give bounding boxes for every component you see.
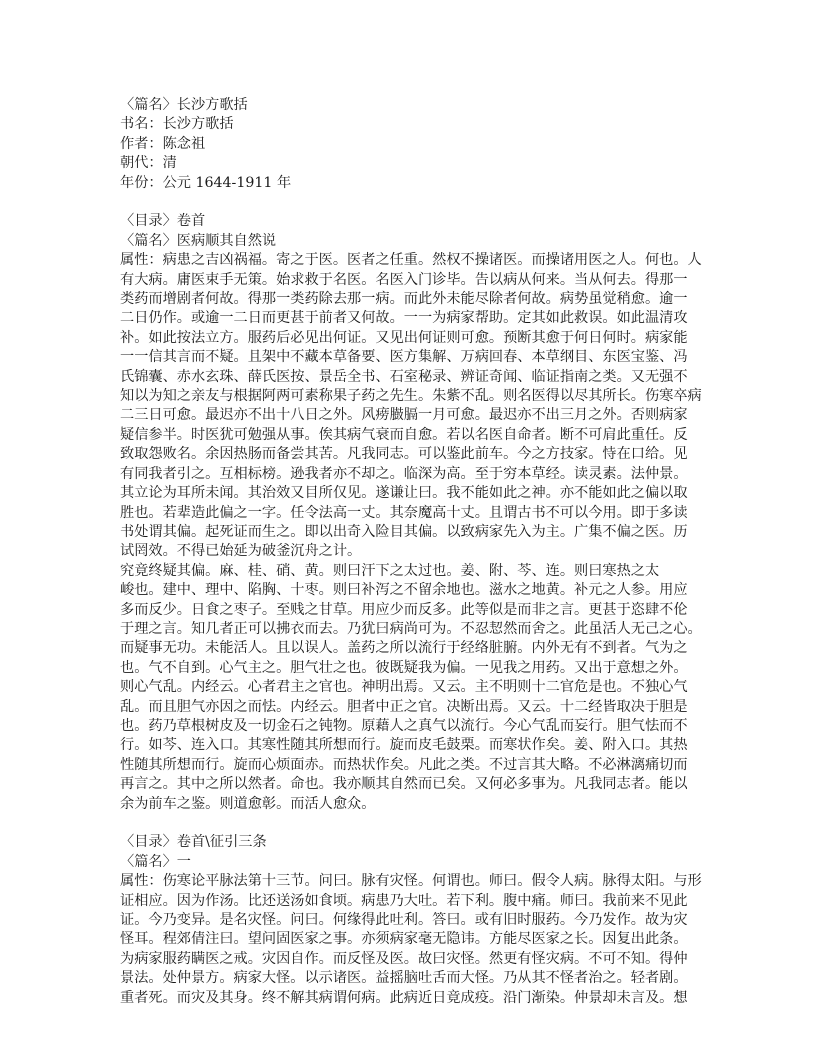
text-line: 证相应。因为作汤。比还送汤如食顷。病患乃大吐。若下利。腹中痛。师曰。我前来不见此 bbox=[120, 892, 688, 909]
section-title: 〈篇名〉医病顺其自然说 bbox=[120, 232, 277, 249]
text-line: 则心气乱。内经云。心者君主之官也。神明出焉。又云。主不明则十二官危是也。不独心气 bbox=[120, 679, 688, 696]
section-body bbox=[120, 251, 702, 814]
section-body bbox=[120, 872, 702, 1008]
text-line: 补。如此按法立方。服药后必见出何证。又见出何证则可愈。预断其愈于何日何时。病家能 bbox=[120, 329, 688, 346]
text-line: 余为前车之鉴。则道愈彰。而活人愈众。 bbox=[120, 795, 376, 812]
text-line: 怪耳。程郊倩注曰。望问固医家之事。亦须病家毫无隐讳。方能尽医家之长。因复出此条。 bbox=[120, 931, 688, 948]
text-line: 属性：伤寒论平脉法第十三节。问曰。脉有灾怪。何谓也。师曰。假令人病。脉得太阳。与形 bbox=[120, 873, 702, 890]
author: 作者：陈念祖 bbox=[120, 135, 206, 152]
header-tag: 〈篇名〉长沙方歌括 bbox=[120, 97, 248, 113]
text-line: 一一信其言而不疑。且架中不藏本草备要、医方集解、万病回春、本草纲目、东医宝鉴、冯 bbox=[120, 349, 688, 366]
section-title: 〈篇名〉一 bbox=[120, 853, 191, 870]
text-line: 二日仍作。或逾一二日而更甚于前者又何故。一一为病家帮助。定其如此救误。如此温清攻 bbox=[120, 310, 688, 327]
text-line: 知以为知之亲友与根据阿两可素称果子药之先生。朱紫不乱。则名医得以尽其所长。伤寒卒病 bbox=[120, 388, 702, 405]
text-line: 胜也。若辈造此偏之一字。任令法高一丈。其奈魔高十丈。且谓古书不可以今用。即于多读 bbox=[120, 504, 688, 521]
text-line: 疑信参半。时医犹可勉强从事。俟其病气衰而自愈。若以名医自命者。断不可肩此重任。反 bbox=[120, 426, 688, 443]
text-line: 性随其所想而行。旋而心烦面赤。而热状作矣。凡此之类。不过言其大略。不必淋漓痛切而 bbox=[120, 756, 688, 773]
spacer bbox=[120, 814, 696, 833]
text-line: 也。气不自到。心气主之。胆气壮之也。彼既疑我为偏。一见我之用药。又出于意想之外。 bbox=[120, 659, 688, 676]
toc-line: 〈目录〉卷首\征引三条 bbox=[120, 834, 267, 851]
text-line: 氏锦囊、赤水玄珠、薛氏医按、景岳全书、石室秘录、辨证奇闻、临证指南之类。又无强不 bbox=[120, 368, 688, 385]
book-title: 书名：长沙方歌括 bbox=[120, 116, 234, 133]
text-line: 景法。处仲景方。病家大怪。以示诸医。益摇脑吐舌而大怪。乃从其不怪者治之。轻者剧。 bbox=[120, 970, 688, 987]
text-line: 而疑事无功。未能活人。且以误人。盖药之所以流行于经络脏腑。内外无有不到者。气为之 bbox=[120, 640, 688, 657]
document-page bbox=[120, 96, 702, 1008]
text-line: 证。今乃变异。是名灾怪。问曰。何缘得此吐利。答曰。或有旧时服药。今乃发作。故为灾 bbox=[120, 912, 688, 929]
text-line: 行。如芩、连入口。其寒性随其所想而行。旋而皮毛鼓栗。而寒状作矣。姜、附入口。其热 bbox=[120, 737, 688, 754]
text-line: 试罔效。不得已始延为破釜沉舟之计。 bbox=[120, 543, 362, 560]
text-line: 二三日可愈。最迟亦不出十八日之外。风痨臌膈一月可愈。最迟亦不出三月之外。否则病家 bbox=[120, 407, 688, 424]
text-line: 也。药乃草根树皮及一切金石之钝物。原藉人之真气以流行。今心气乱而妄行。胆气怯而不 bbox=[120, 717, 688, 734]
text-line: 书处谓其偏。起死证而生之。即以出奇入险目其偏。以致病家先入为主。广集不偏之医。历 bbox=[120, 523, 688, 540]
toc-line: 〈目录〉卷首 bbox=[120, 213, 206, 230]
text-line: 其立论为耳所未闻。其治效又目所仅见。遂谦让曰。我不能如此之神。亦不能如此之偏以取 bbox=[120, 485, 688, 502]
text-line: 有大病。庸医束手无策。始求救于名医。名医入门诊毕。告以病从何来。当从何去。得那一 bbox=[120, 271, 688, 288]
dynasty: 朝代：清 bbox=[120, 155, 177, 172]
text-line: 峻也。建中、理中、陷胸、十枣。则曰补泻之不留余地也。滋水之地黄。补元之人参。用应 bbox=[120, 582, 688, 599]
years: 年份：公元 1644-1911 年 bbox=[120, 174, 292, 191]
text-line: 为病家服药瞒医之戒。灾因自作。而反怪及医。故曰灾怪。然更有怪灾病。不可不知。得仲 bbox=[120, 950, 688, 967]
text-line: 类药而增剧者何故。得那一类药除去那一病。而此外未能尽除者何故。病势虽觉稍愈。逾一 bbox=[120, 291, 688, 308]
text-line: 属性：病患之吉凶祸福。寄之于医。医者之任重。然权不操诸医。而操诸用医之人。何也。人 bbox=[120, 252, 702, 269]
text-line: 多而反少。日食之枣子。至贱之甘草。用应少而反多。此等似是而非之言。更甚于恣肆不伦 bbox=[120, 601, 688, 618]
spacer bbox=[120, 193, 696, 212]
text-line: 再言之。其中之所以然者。命也。我亦顺其自然而已矣。又何必多事为。凡我同志者。能以 bbox=[120, 776, 688, 793]
text-line: 乱。而且胆气亦因之而怯。内经云。胆者中正之官。决断出焉。又云。十二经皆取决于胆是 bbox=[120, 698, 688, 715]
text-line: 有同我者引之。互相标榜。逊我者亦不却之。临深为高。至于穷本草经。读灵素。法仲景。 bbox=[120, 465, 688, 482]
text-line: 于理之言。知几者正可以拂衣而去。乃犹曰病尚可为。不忍恝然而舍之。此虽活人无己之心。 bbox=[120, 620, 702, 637]
text-line: 究竟终疑其偏。麻、桂、硝、黄。则曰汗下之太过也。姜、附、芩、连。则曰寒热之太 bbox=[120, 562, 660, 579]
text-line: 重者死。而灾及其身。终不解其病谓何病。此病近日竟成疫。沿门渐染。仲景却未言及。想 bbox=[120, 989, 688, 1006]
text-line: 致取怨败名。余因热肠而备尝其苦。凡我同志。可以鉴此前车。今之方技家。恃在口给。见 bbox=[120, 446, 688, 463]
